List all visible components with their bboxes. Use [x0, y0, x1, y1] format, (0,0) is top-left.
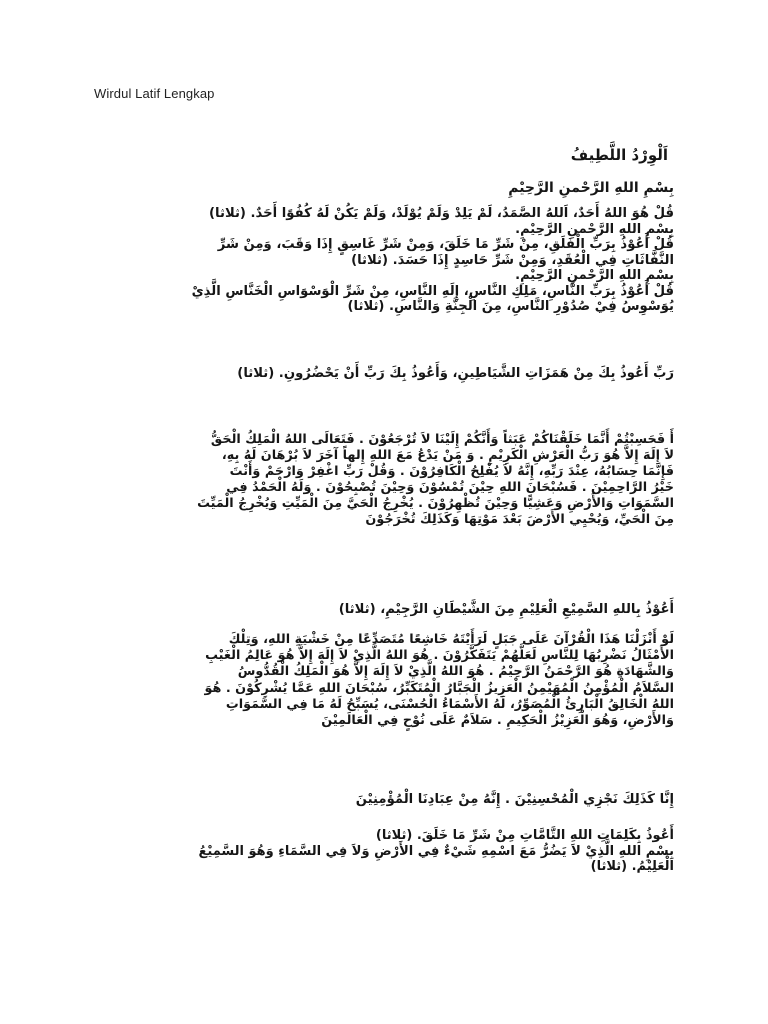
text-line: رَبِّ أَعُوذُ بِكَ مِنْ هَمَزَاتِ الشَّيَاطِينِ، وَأَعُوذُ بِكَ رَبِّ أَنْ يَحْضُرُونِ. (ثلاثا): [237, 366, 674, 381]
arabic-heading: اَلْوِرْدُ اللَّطِيفُ: [570, 146, 668, 164]
text-line: النَّفَّاثَاتِ فِي الْعُقَدِ، وَمِنْ شَرِّ حَاسِدٍ إِذَا حَسَدَ. (ثلاثا): [351, 252, 674, 268]
text-line: السَّمَوَاتِ وَالأَرْضِ وَعَشِيًّا وَحِيْنَ تُظْهِرُوْنَ . يُخْرِجُ الْحَيَّ مِنَ الْمَيِّتِ وَيُخْرِجُ الْمَيِّتَ: [197, 496, 674, 511]
text-line: بِسْمِ اللهِ الرَّحْمنِ الرَّحِيْمِ.: [515, 221, 674, 237]
text-line: اللهُ الْخَالِقُ الْبَارِئُ الْمُصَوِّرُ، لَهُ الأَسْمَاءُ الْحُسْنَى، يُسَبِّحُ لَهُ مَا فِي السَّمَوَاتِ: [225, 696, 674, 712]
taawwudh-line: [92, 602, 674, 617]
text-line: إِنَّا كَذَلِكَ نَجْزِي الْمُحْسِنِيْنَ . إِنَّهُ مِنْ عِبَادِنَا الْمُؤْمِنِيْنَ: [355, 792, 674, 807]
verse-block: [92, 432, 674, 528]
text-line: أَعُوْذُ بِاللهِ السَّمِيْعِ الْعَلِيْمِ مِنَ الشَّيْطَانِ الرَّجِيْمِ، (ثلاثا): [338, 602, 674, 617]
dua-line: [92, 366, 674, 381]
text-line: أَ فَحَسِبْتُمْ أَنَّمَا خَلَقْنَاكُمْ عَبَثاً وَأَنَّكُمْ إِلَيْنَا لاَ تُرْجَعُوْنَ . فَتَعَالَى اللهُ الْمَلِكُ الْحَقُّ: [210, 432, 674, 447]
text-line: قُلْ أَعُوْذُ بِرَبِّ النَّاسِ، مَلِكِ النَّاسِ، إِلَهِ النَّاسِ، مِنْ شَرِّ الْوَسْوَاسِ الْخَنَّاسِ الَّذِيْ: [191, 283, 674, 299]
text-line: الْعَلِيْمُ. (ثلاثا): [590, 859, 674, 874]
verse-line: [92, 792, 674, 807]
text-line: قُلْ أَعُوْذُ بِرَبِّ الْفَلَقِ، مِنْ شَرِّ مَا خَلَقَ، وَمِنْ شَرِّ غَاسِقٍ إِذَا وَقَبَ، وَمِنْ شَرِّ: [217, 237, 674, 252]
text-line: وَالأَرْضِ، وَهُوَ الْعَزِيْزُ الْحَكِيمِ . سَلاَمٌ عَلَى نُوْحٍ فِي الْعَالَمِيْنَ: [321, 713, 674, 729]
text-line: أَعُوذُ بِكَلِمَاتِ اللهِ التَّامَّاتِ مِنْ شَرِّ مَا خَلَقَ. (ثلاثا): [375, 828, 674, 843]
text-line: السَّلاَمُ الْمُؤْمِنُ الْمُهَيْمِنُ الْعَزِيزُ الْجَبَّارُ الْمُتَكَبِّرُ، سُبْحَانَ اللهِ عَمَّا يُشْرِكُوْنَ . هُوَ: [204, 680, 674, 696]
text-line: مِنَ الْحَيِّ، وَيُحْيِي الأَرْضَ بَعْدَ مَوْتِهَا وَكَذَلِكَ تُخْرَجُوْنَ: [365, 512, 674, 527]
dua-block: [92, 828, 674, 875]
text-line: قُلْ هُوَ اللهُ أَحَدٌ، اَللهُ الصَّمَدُ، لَمْ يَلِدْ وَلَمْ يُوْلَدْ، وَلَمْ يَكُنْ لَهُ كُفُوًا أَحَدٌ. (ثلاثا): [209, 206, 674, 221]
text-line: بِسْمِ اللهِ الَّذِيْ لاَ يَضُرُّ مَعَ اسْمِهِ شَيْءٌ فِي الأَرْضِ وَلاَ فِي السَّمَاءِ وَهُوَ السَّمِيْعُ: [198, 843, 674, 859]
text-line: وَالشَّهَادَةِ هُوَ الرَّحْمَنُ الرَّحِيْمُ . هُوَ اللهُ الَّذِيْ لاَ إِلَهَ إِلاَّ هُوَ الْمَلِكُ الْقُدُّوسُ: [237, 664, 674, 680]
surah-block: [92, 206, 674, 315]
text-line: بِسْمِ اللهِ الرَّحْمنِ الرَّحِيْمِ.: [515, 268, 674, 283]
text-line: لَوْ أَنْزَلْنَا هَذَا الْقُرْآنَ عَلَى جَبَلٍ لَرَأَيْتَهُ خَاشِعًا مُتَصَدِّعًا مِنْ خَشْيَةِ اللهِ، وَتِلْكَ: [228, 632, 674, 647]
text-line: الأَمْثَالُ نَضْرِبُهَا لِلنَّاسِ لَعَلَّهُمْ يَتَفَكَّرُوْنَ . هُوَ اللهُ الَّذِيْ لاَ إِلَهَ إِلاَّ هُوَ عَالِمُ الْغَيْبِ: [205, 648, 674, 664]
text-line: خَيْرُ الرَّاحِمِيْنَ . فَسُبْحَانَ اللهِ حِيْنَ تُمْسُوْنَ وَحِيْنَ تُصْبِحُوْنَ . وَلَهُ الْحَمْدُ فِي: [226, 480, 674, 495]
text-line: فَإِنَّمَا حِسَابُهُ، عِنْدَ رَبِّهِ، إِنَّهُ لاَ يُفْلِحُ الْكَافِرُوْنَ . وَقُلْ رَبِّ اغْفِرْ وَارْحَمْ وَأَنْتَ: [229, 464, 674, 479]
text-line: يُوَسْوِسُ فِيْ صُدُوْرِ النَّاسِ، مِنَ الْجِنَّةِ وَالنَّاسِ. (ثلاثا): [347, 299, 674, 314]
text-line: لاَ إِلَهَ إِلاَّ هُوَ رَبُّ الْعَرْشِ الْكَرِيْمِ . وَ مَنْ يَدْعُ مَعَ اللهِ إِلهاً آخَرَ لاَ بُرْهَانَ لَهُ بِهِ،: [221, 448, 674, 463]
document-title: Wirdul Latif Lengkap: [94, 86, 215, 101]
verse-block: [92, 632, 674, 729]
basmala-line: بِسْمِ اللهِ الرَّحْمنِ الرَّحِيْمِ: [508, 180, 674, 196]
